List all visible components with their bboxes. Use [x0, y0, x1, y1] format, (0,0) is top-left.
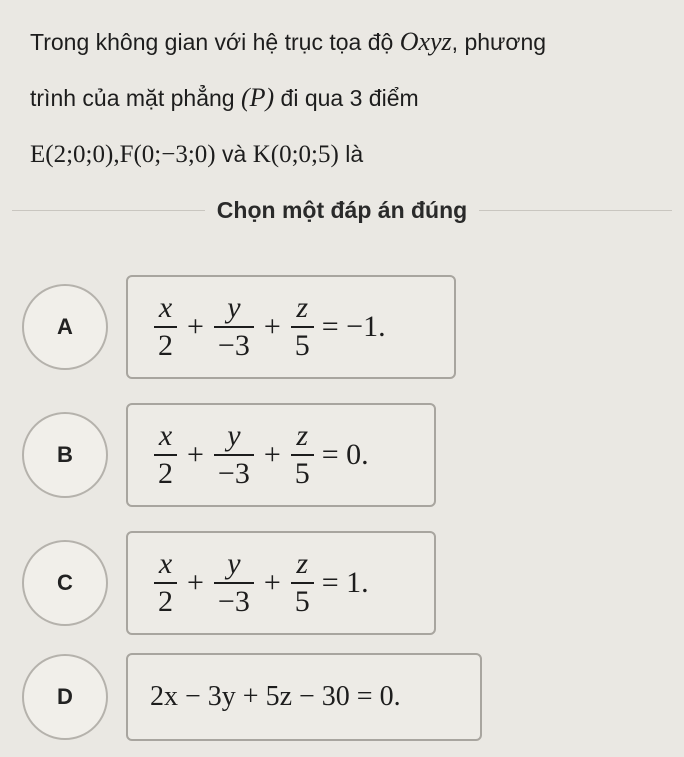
fraction-y — [214, 546, 254, 620]
question-text-part: Trong không gian với hệ trục tọa độ — [30, 29, 400, 55]
numerator: x — [158, 547, 173, 580]
option-b-formula — [150, 418, 369, 492]
prompt-label: Chọn một đáp án đúng — [216, 196, 468, 223]
numerator: z — [296, 291, 309, 324]
question-text-part: trình của mặt phẳng — [30, 85, 241, 111]
right-hand-side: = 0. — [321, 438, 369, 471]
fraction-x — [154, 290, 177, 364]
question-text — [30, 14, 670, 183]
fraction-z — [291, 418, 314, 492]
question-line-3 — [30, 126, 670, 183]
fraction-x — [154, 546, 177, 620]
denominator: −3 — [217, 329, 250, 362]
option-d-letter[interactable]: D — [22, 654, 108, 740]
numerator: y — [227, 419, 241, 452]
question-text-part: , phương — [451, 29, 547, 55]
comma: , — [113, 141, 120, 168]
fraction-y — [214, 290, 254, 364]
question-text-part: và — [215, 141, 253, 167]
denominator: 2 — [158, 585, 173, 618]
right-hand-side: = −1. — [321, 310, 386, 343]
divider-right — [479, 210, 672, 211]
option-a[interactable] — [22, 272, 462, 382]
plus-sign: + — [187, 566, 204, 599]
question-line-1 — [30, 14, 670, 70]
numerator: x — [158, 419, 173, 452]
plus-sign: + — [263, 438, 281, 471]
prompt-row — [0, 190, 684, 230]
option-c-answer[interactable] — [126, 531, 436, 635]
option-a-letter[interactable]: A — [22, 284, 108, 370]
option-b-answer[interactable] — [126, 403, 436, 507]
fraction-z — [291, 290, 314, 364]
denominator: 5 — [294, 585, 310, 618]
option-c-letter[interactable]: C — [22, 540, 108, 626]
point-f: F(0;−3;0) — [119, 141, 216, 168]
fraction-y — [214, 418, 254, 492]
denominator: 5 — [294, 457, 310, 490]
numerator: z — [296, 419, 309, 452]
plus-sign: + — [187, 310, 204, 343]
option-d-formula: 2x − 3y + 5z − 30 = 0. — [150, 681, 401, 712]
fraction-z — [291, 546, 314, 620]
question-line-2 — [30, 70, 670, 126]
option-b-letter[interactable]: B — [22, 412, 108, 498]
denominator: 5 — [294, 329, 310, 362]
denominator: −3 — [217, 585, 250, 618]
point-k: K(0;0;5) — [252, 141, 339, 168]
numerator: y — [227, 547, 241, 580]
question-text-part: đi qua 3 điểm — [274, 85, 419, 111]
numerator: y — [227, 291, 241, 324]
point-e: E(2;0;0) — [30, 141, 114, 168]
plus-sign: + — [263, 566, 281, 599]
option-c-formula — [150, 546, 369, 620]
option-a-formula — [150, 290, 386, 364]
option-d[interactable] — [22, 642, 462, 752]
plane-label: (P) — [240, 83, 275, 112]
divider-left — [12, 210, 205, 211]
denominator: 2 — [158, 329, 173, 362]
plus-sign: + — [263, 310, 281, 343]
question-text-part: là — [338, 141, 364, 167]
option-b[interactable] — [22, 400, 462, 510]
option-c[interactable] — [22, 528, 462, 638]
fraction-x — [154, 418, 177, 492]
denominator: 2 — [158, 457, 173, 490]
numerator: x — [158, 291, 173, 324]
numerator: z — [296, 547, 309, 580]
denominator: −3 — [217, 457, 250, 490]
option-d-answer[interactable] — [126, 653, 482, 741]
option-a-answer[interactable] — [126, 275, 456, 379]
coordinate-system: Oxyz — [399, 27, 452, 56]
plus-sign: + — [187, 438, 204, 471]
right-hand-side: = 1. — [321, 566, 369, 599]
